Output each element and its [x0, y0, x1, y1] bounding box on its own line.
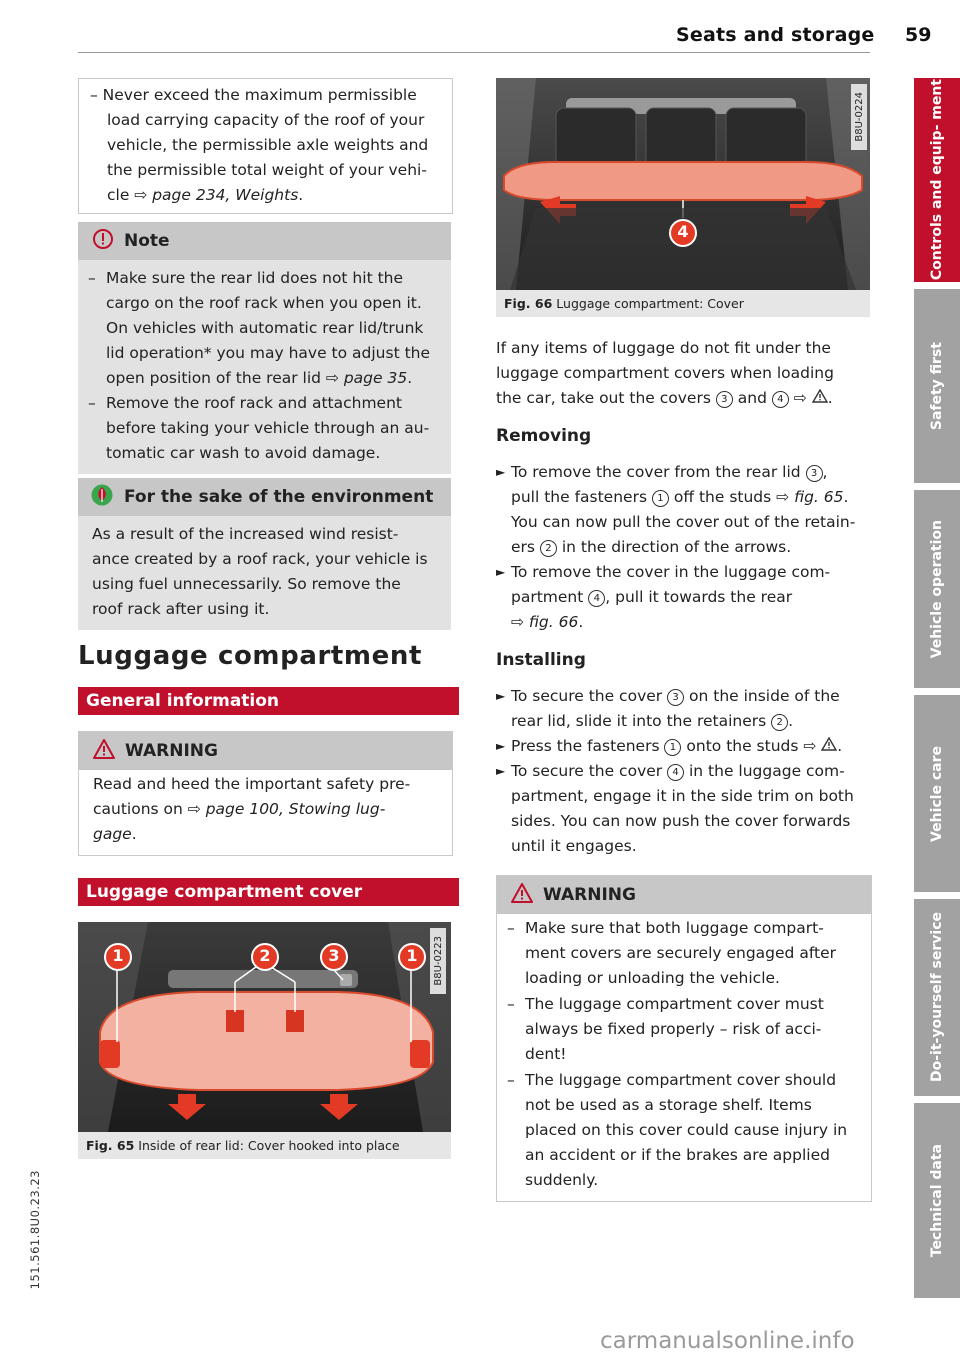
- circled-number: 2: [771, 714, 788, 731]
- environment-line: ance created by a roof rack, your vehicle is: [92, 550, 428, 568]
- note-box: [78, 222, 451, 474]
- installing-steps: [496, 684, 870, 859]
- environment-box: [78, 478, 451, 630]
- roof-load-line: [79, 183, 452, 208]
- warning-line: loading or unloading the vehicle.: [525, 969, 780, 987]
- step-line: [511, 684, 870, 709]
- step-line: until it engages.: [511, 837, 637, 855]
- figure-65-caption-text: Inside of rear lid: Cover hooked into place: [138, 1138, 400, 1153]
- warning-line: an accident or if the brakes are applied: [525, 1146, 830, 1164]
- environment-title: For the sake of the environment: [124, 487, 434, 507]
- callout-number: 1: [112, 946, 124, 965]
- intro-paragraph: [496, 336, 870, 411]
- figure-65-code: B8U-0223: [432, 936, 444, 986]
- tab-technical-data[interactable]: [914, 1103, 960, 1298]
- step-text: To secure the cover: [511, 687, 668, 705]
- step-line: [511, 585, 870, 610]
- tab-vehicle-operation[interactable]: [914, 490, 960, 688]
- warning-line: [93, 822, 438, 847]
- step-text: in the direction of the arrows.: [556, 538, 792, 556]
- step-line: [511, 610, 870, 635]
- circled-number: 2: [540, 540, 557, 557]
- callout-number: 4: [677, 222, 689, 241]
- step-arrow-icon: ►: [496, 565, 506, 579]
- note-line: Remove the roof rack and attachment: [106, 394, 402, 412]
- circled-number: 1: [652, 490, 669, 507]
- step-arrow-icon: ►: [496, 689, 506, 703]
- environment-line: using fuel unnecessarily. So remove the: [92, 575, 401, 593]
- circled-number: 1: [664, 739, 681, 756]
- step-line: [511, 759, 870, 784]
- tab-do-it-yourself-service[interactable]: [914, 899, 960, 1096]
- note-line: On vehicles with automatic rear lid/trunk: [106, 319, 424, 337]
- step-text: pull the fasteners: [511, 488, 652, 506]
- intro-line: If any items of luggage do not fit under the: [496, 339, 831, 357]
- roof-load-period: .: [298, 186, 304, 204]
- roof-load-line: vehicle, the permissible axle weights and: [107, 136, 429, 154]
- figure-66: [496, 78, 870, 314]
- warning-line: Make sure that both luggage compart-: [525, 919, 824, 937]
- circled-number: 4: [667, 764, 684, 781]
- warning-line: [93, 797, 438, 822]
- step-text: rear lid, slide it into the retainers: [511, 712, 772, 730]
- intro-text: ⇨: [788, 389, 812, 407]
- circled-number: 4: [588, 590, 605, 607]
- tab-label: Vehicle operation: [929, 519, 945, 659]
- dash: –: [507, 919, 515, 937]
- circled-number: 3: [667, 689, 684, 706]
- warning-body: [79, 770, 452, 855]
- environment-body: [78, 516, 451, 630]
- step-text: To secure the cover: [511, 762, 668, 780]
- section-heading: Luggage compartment: [78, 641, 422, 671]
- document-code: 151.561.8U0.23.23: [28, 1170, 42, 1290]
- note-line: cargo on the roof rack when you open it.: [106, 294, 422, 312]
- figure-66-label: Fig. 66: [504, 296, 553, 311]
- warning-line: Read and heed the important safety pre-: [93, 775, 411, 793]
- step-line: To remove the cover in the luggage com-: [511, 563, 831, 581]
- warning-box: [78, 731, 453, 856]
- step-line: [511, 535, 870, 560]
- environment-line: roof rack after using it.: [92, 600, 270, 618]
- installing-step: [496, 684, 870, 734]
- page-section-title: Seats and storage: [676, 24, 875, 46]
- step-text: .: [788, 712, 794, 730]
- callout-number: 1: [406, 946, 418, 965]
- dash: –: [507, 1071, 515, 1089]
- note-item: [78, 391, 447, 466]
- removing-step: [496, 460, 870, 560]
- warning-ref-icon[interactable]: [821, 737, 837, 755]
- figure-66-caption-text: Luggage compartment: Cover: [556, 296, 744, 311]
- intro-text: the car, take out the covers: [496, 389, 716, 407]
- removing-steps: [496, 460, 870, 635]
- warning-line: placed on this cover could cause injury in: [525, 1121, 848, 1139]
- step-line: You can now pull the cover out of the retain-: [511, 513, 856, 531]
- note-line: before taking your vehicle through an au-: [106, 419, 430, 437]
- warning-box-2: [496, 875, 872, 1202]
- step-text: Press the fasteners: [511, 737, 665, 755]
- step-text: .: [843, 488, 849, 506]
- note-text: open position of the rear lid: [106, 369, 326, 387]
- dash: –: [88, 269, 96, 287]
- roof-load-line: load carrying capacity of the roof of your: [107, 111, 425, 129]
- warning-line: suddenly.: [525, 1171, 599, 1189]
- warning-item: [497, 916, 867, 991]
- step-text: in the luggage com-: [684, 762, 845, 780]
- roof-load-text: cle: [107, 186, 135, 204]
- step-text: .: [578, 613, 584, 631]
- step-text: on the inside of the: [684, 687, 840, 705]
- step-line: [511, 734, 870, 759]
- cover-section-bar: Luggage compartment cover: [78, 878, 459, 906]
- watermark: carmanualsonline.info: [600, 1328, 855, 1354]
- figure-66-caption: [496, 290, 870, 317]
- roof-load-line: – Never exceed the maximum permissible: [90, 86, 417, 104]
- note-line: lid operation* you may have to adjust the: [106, 344, 431, 362]
- step-arrow-icon: ►: [496, 739, 506, 753]
- removing-step: [496, 560, 870, 635]
- circled-number: 4: [772, 391, 789, 408]
- figure-65-caption: [78, 1132, 451, 1159]
- note-icon: [92, 228, 114, 255]
- step-text: To remove the cover from the rear lid: [511, 463, 806, 481]
- warning-header: [497, 876, 871, 914]
- roof-load-box: [78, 78, 453, 214]
- note-item: [78, 266, 447, 391]
- page-100-link-cont[interactable]: gage: [93, 825, 132, 843]
- dash: –: [507, 995, 515, 1013]
- note-list: [78, 266, 447, 466]
- warning-ref-icon[interactable]: [812, 389, 828, 407]
- intro-line: luggage compartment covers when loading: [496, 364, 834, 382]
- note-header: [78, 222, 451, 260]
- warning-triangle-icon: [93, 739, 115, 764]
- installing-step: [496, 759, 870, 859]
- warning-item: [497, 992, 867, 1067]
- page-100-link[interactable]: ⇨ page 100, Stowing lug-: [187, 800, 386, 818]
- figure-65-label: Fig. 65: [86, 1138, 135, 1153]
- warning-item: [497, 1068, 867, 1193]
- step-line: sides. You can now push the cover forwards: [511, 812, 851, 830]
- warning-body: [497, 914, 871, 1201]
- callout-number: 3: [328, 946, 340, 965]
- warning-header: [79, 732, 452, 770]
- step-line: partment, engage it in the side trim on both: [511, 787, 854, 805]
- fig-65-link[interactable]: ⇨ fig. 65: [776, 488, 844, 506]
- tab-controls-and-equipment[interactable]: [914, 78, 960, 282]
- note-line: tomatic car wash to avoid damage.: [106, 444, 381, 462]
- step-arrow-icon: ►: [496, 764, 506, 778]
- warning-title: WARNING: [543, 885, 636, 905]
- warning-line: The luggage compartment cover should: [525, 1071, 837, 1089]
- installing-step: [496, 734, 870, 759]
- dash: –: [88, 394, 96, 412]
- note-title: Note: [124, 231, 170, 251]
- tab-label: Do-it-yourself service: [929, 912, 945, 1083]
- warning-text: cautions on: [93, 800, 188, 818]
- figure-66-code-wrap: [851, 84, 867, 150]
- intro-line: [496, 386, 870, 411]
- header-rule: [78, 52, 870, 53]
- circled-number: 3: [806, 465, 823, 482]
- removing-heading: Removing: [496, 426, 592, 446]
- callout-3: [319, 942, 349, 976]
- page-number: 59: [905, 24, 932, 46]
- step-line: [511, 485, 870, 510]
- note-line: Make sure the rear lid does not hit the: [106, 269, 404, 287]
- figure-66-code: B8U-0224: [853, 92, 865, 142]
- environment-header: [78, 478, 451, 516]
- luggage-compartment-illustration: [496, 78, 870, 290]
- tab-label: Safety first: [929, 341, 945, 431]
- warning-line: The luggage compartment cover must: [525, 995, 824, 1013]
- intro-text: and: [732, 389, 772, 407]
- intro-text: .: [827, 389, 833, 407]
- general-info-bar: General information: [78, 687, 459, 715]
- callout-1-right: [397, 942, 427, 976]
- tab-vehicle-care[interactable]: [914, 695, 960, 892]
- callout-2: [250, 942, 280, 976]
- warning-line: always be fixed properly – risk of acci-: [525, 1020, 822, 1038]
- note-line: [106, 366, 447, 391]
- circled-number: 3: [716, 391, 733, 408]
- note-body: [78, 260, 451, 474]
- page-234-link[interactable]: ⇨ page 234, Weights: [134, 186, 299, 204]
- callout-number: 2: [259, 946, 271, 965]
- environment-leaf-icon: [90, 483, 114, 512]
- step-text: partment: [511, 588, 589, 606]
- fig-66-link[interactable]: ⇨ fig. 66: [511, 613, 579, 631]
- environment-line: As a result of the increased wind resist-: [92, 525, 399, 543]
- warning-line: ment covers are securely engaged after: [525, 944, 836, 962]
- tab-label: Technical data: [929, 1143, 945, 1258]
- figure-65-code-wrap: [430, 928, 446, 994]
- warning-line: not be used as a storage shelf. Items: [525, 1096, 812, 1114]
- warning-period: .: [131, 825, 137, 843]
- callout-4: [668, 218, 698, 252]
- tab-label: Vehicle care: [929, 745, 945, 842]
- step-arrow-icon: ►: [496, 465, 506, 479]
- step-text: onto the studs ⇨: [681, 737, 822, 755]
- step-text: .: [837, 737, 843, 755]
- warning-triangle-icon: [511, 883, 533, 908]
- warning-line: dent!: [525, 1045, 567, 1063]
- warning-title: WARNING: [125, 741, 218, 761]
- page-35-link[interactable]: ⇨ page 35: [325, 369, 408, 387]
- tab-safety-first[interactable]: [914, 289, 960, 483]
- tab-label: Controls and equip- ment: [929, 79, 945, 281]
- step-line: To remove the cover from the rear lid 3 ,: [511, 463, 828, 481]
- callout-1-left: [103, 942, 133, 976]
- step-text: , pull it towards the rear: [605, 588, 793, 606]
- installing-heading: Installing: [496, 650, 586, 670]
- step-text: ers: [511, 538, 540, 556]
- note-period: .: [407, 369, 413, 387]
- roof-load-line: the permissible total weight of your vehi-: [107, 161, 427, 179]
- step-line: [511, 709, 870, 734]
- step-text: off the studs: [668, 488, 777, 506]
